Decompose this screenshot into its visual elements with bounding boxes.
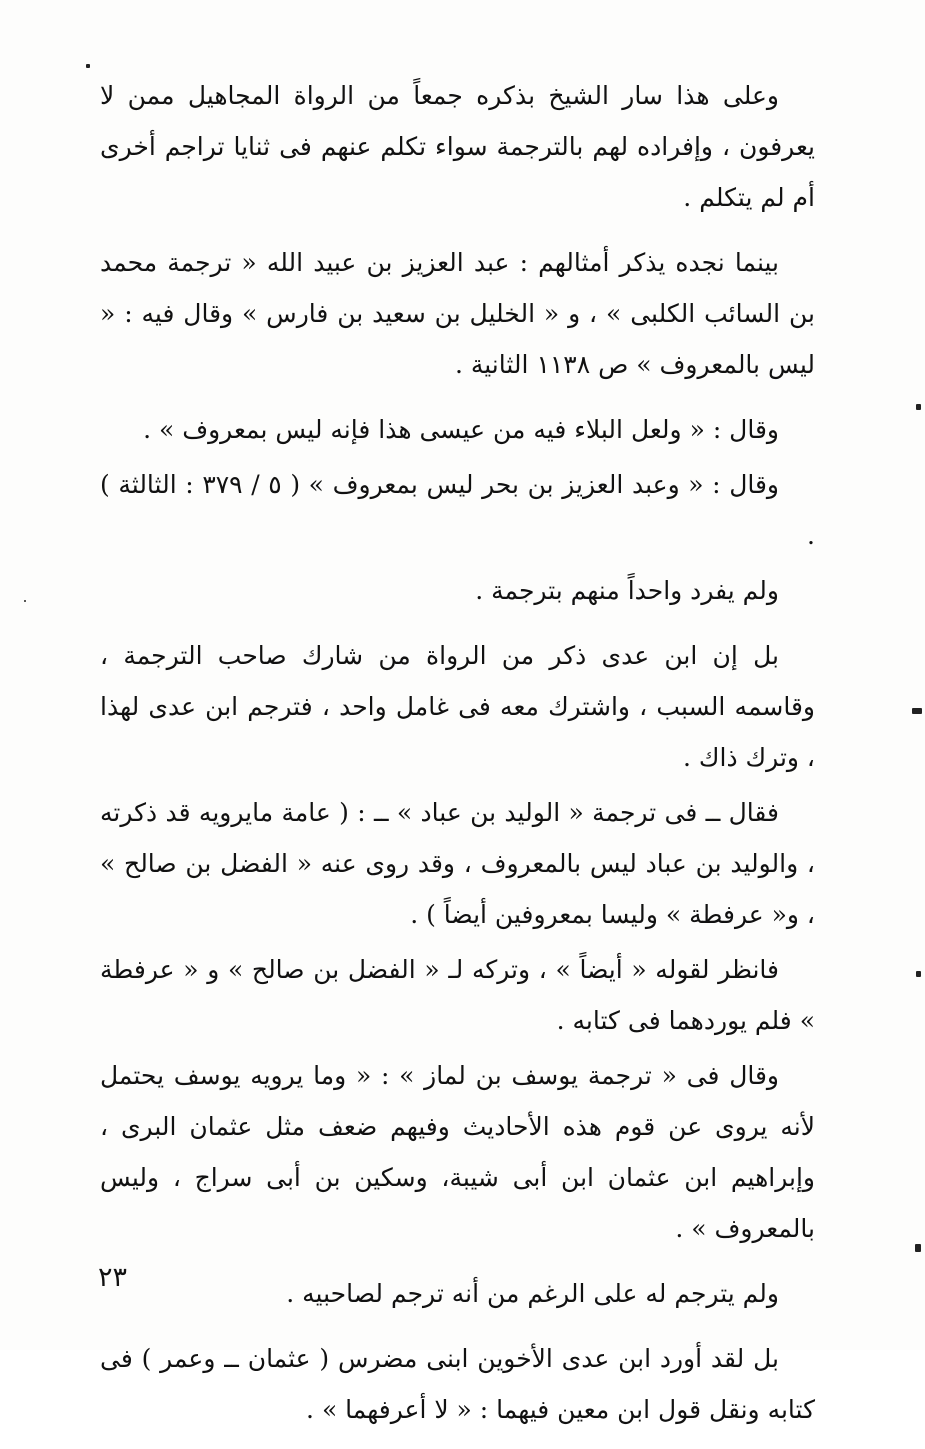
paragraph-5: ولم يفرد واحداً منهم بترجمة . bbox=[475, 576, 779, 605]
scan-speck bbox=[912, 708, 922, 714]
paragraph-11: بل لقد أورد ابن عدى الأخوين ابنى مضرس ( عثمان ــ وعمر ) فى كتابه ونقل قول ابن معين فيهما : « لا أعرفهما » . bbox=[100, 1344, 815, 1424]
paragraph-6: بل إن ابن عدى ذكر من الرواة من شارك صاحب الترجمة ، وقاسمه السبب ، واشترك معه فى غامل واحد ، فترجم ابن عدى لهذا ، وترك ذاك . bbox=[100, 641, 815, 772]
paragraph-7: فقال ــ فى ترجمة « الوليد بن عباد » ــ : ( عامة مايرويه قد ذكرته ، والوليد بن عباد ليس بالمعروف ، وقد روى عنه « الفضل بن صالح » ، و« عرفطة » وليسا بمعروفين أيضاً ) . bbox=[100, 798, 815, 929]
paragraph-2: بينما نجده يذكر أمثالهم : عبد العزيز بن عبيد الله « ترجمة محمد بن السائب الكلبى » ، و « الخليل بن سعيد بن فارس » وقال فيه : « ليس بالمعروف » ص ١١٣٨ الثانية . bbox=[100, 248, 815, 379]
scan-speck bbox=[24, 600, 26, 602]
paragraph-9: وقال فى « ترجمة يوسف بن لماز » : « وما يرويه يوسف يحتمل لأنه يروى عن قوم هذه الأحاديث وفيهم ضعف مثل عثمان البرى ، وإبراهيم ابن عثمان ابن أبى شيبة، وسكين بن أبى سراج ، وليس بالمعروف » . bbox=[100, 1061, 815, 1243]
scan-speck bbox=[915, 1244, 921, 1252]
paragraph-4: وقال : « وعبد العزيز بن بحر ليس بمعروف » ( ٥ / ٣٧٩ : الثالثة ) . bbox=[100, 470, 815, 550]
page-body-text bbox=[100, 70, 815, 1449]
paragraph-8: فانظر لقوله « أيضاً » ، وتركه لـ « الفضل بن صالح » و « عرفطة » فلم يوردهما فى كتابه . bbox=[100, 955, 815, 1035]
scan-speck bbox=[916, 971, 921, 977]
paragraph-3: وقال : « ولعل البلاء فيه من عيسى هذا فإنه ليس بمعروف » . bbox=[143, 415, 779, 444]
paragraph-1: وعلى هذا سار الشيخ بذكره جمعاً من الرواة المجاهيل ممن لا يعرفون ، وإفراده لهم بالترجمة سواء تكلم عنهم فى ثنايا تراجم أخرى أم لم يتكلم . bbox=[100, 81, 815, 212]
page-number: ٢٣ bbox=[98, 1262, 128, 1293]
paragraph-10: ولم يترجم له على الرغم من أنه ترجم لصاحبيه . bbox=[286, 1279, 779, 1308]
scan-speck bbox=[86, 64, 90, 68]
scan-speck bbox=[916, 404, 921, 410]
